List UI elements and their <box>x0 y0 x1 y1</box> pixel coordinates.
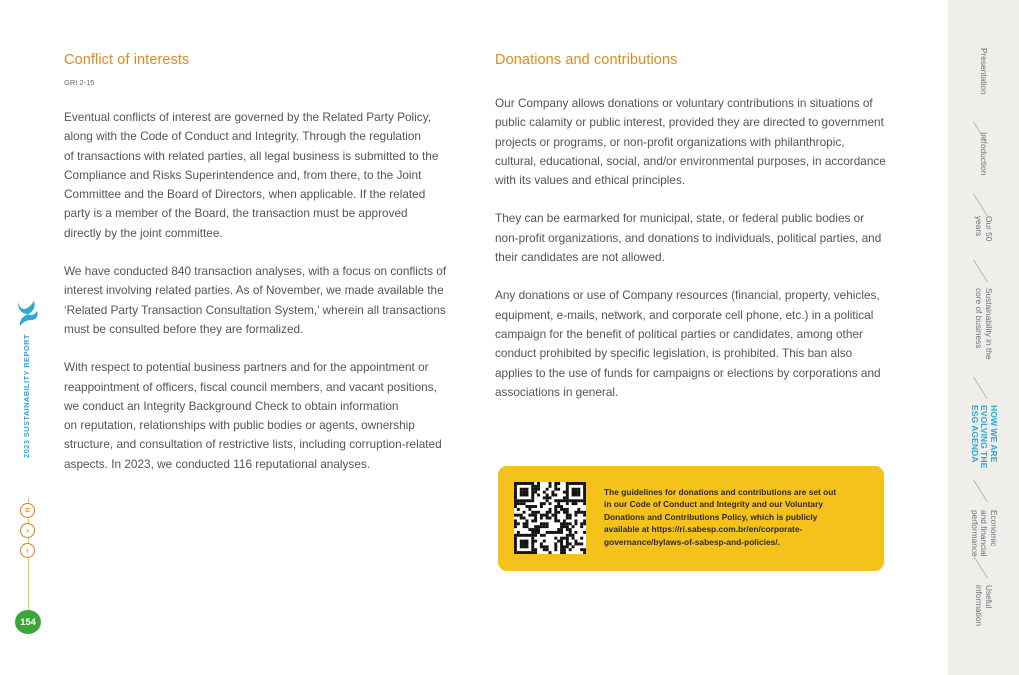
chevron-right-icon: › <box>26 525 29 535</box>
nav-item-our-50-years[interactable] <box>948 216 1019 256</box>
conflict-title: Conflict of interests <box>64 52 190 68</box>
sabesp-logo-icon <box>15 300 41 328</box>
section-navigation <box>948 0 1019 675</box>
nav-separator <box>973 260 988 283</box>
nav-item-introduction[interactable] <box>948 132 1019 192</box>
gri-reference: GRI 2-15 <box>64 78 95 87</box>
nav-item-esg-agenda[interactable] <box>948 405 1019 475</box>
nav-separator <box>973 480 988 503</box>
nav-separator <box>973 377 988 400</box>
next-page-button[interactable] <box>20 523 35 538</box>
donations-paragraph: They can be earmarked for municipal, state, or federal public bodies or non-profit organizations, and donations to individuals, political parties, and their candidates are not allowed. <box>495 211 882 265</box>
nav-item-label: Useful information <box>974 585 994 627</box>
qr-code[interactable] <box>514 482 586 554</box>
qr-code-icon <box>514 482 586 554</box>
chevron-left-icon: ‹ <box>26 545 29 555</box>
nav-item-label: Sustainability in the core of business <box>974 288 994 360</box>
donations-paragraph: Any donations or use of Company resources (financial, property, vehicles, equipment, e-mails, network, and corporate cell phone, etc.) in a political campaign for the benefit of political parties or candidates, among other conduct prohibited by specific legislation, is prohibited. This ban also applies to the use of funds for campaigns or elections by corporations and associations in general. <box>495 288 881 399</box>
report-label: 2023 SUSTAINABILITY REPORT <box>22 334 31 458</box>
prev-page-button[interactable] <box>20 543 35 558</box>
conflict-paragraph: Eventual conflicts of interest are governed by the Related Party Policy, along with the Code of Conduct and Integrity. Through the regulation of transactions with related parties, all legal business is submitted to the Compliance and Risks Superintendence and, from there, to the Joint Committee and the Board of Directors, when applicable. If the related party is a member of the Board, the transaction must be approved directly by the joint committee. <box>64 110 439 240</box>
conflict-paragraph: With respect to potential business partners and for the appointment or reappointment of officers, fiscal council members, and vacant positions, we conduct an Integrity Background Check to obtain information on reputation, relationships with public bodies or agents, ownership structure, and consultation of restrictive lists, including corruption-related aspects. In 2023, we conducted 116 reputational analyses. <box>64 360 442 471</box>
donations-paragraph: Our Company allows donations or voluntary contributions in situations of public calamity or public interest, provided they are directed to government projects or programs, or non-profit organizations with philanthropic, cultural, educational, social, and/or environmental purposes, in accordance with its values and ethical principles. <box>495 96 886 188</box>
nav-separator <box>973 194 988 217</box>
nav-item-economic-performance[interactable] <box>948 510 1019 580</box>
nav-item-presentation[interactable] <box>948 48 1019 108</box>
nav-item-label: Introduction <box>979 132 989 176</box>
nav-item-sustainability[interactable] <box>948 288 1019 368</box>
donations-section <box>495 52 913 402</box>
nav-item-useful-information[interactable] <box>948 585 1019 635</box>
callout-text: The guidelines for donations and contributions are set out in our Code of Conduct and Integrity and our Voluntary Donations and Contributions Policy, which is publicly available at https://ri.sabesp.com.br/en/corporate- governance/bylaws-of-sabesp-and-policies/. <box>604 487 837 547</box>
nav-item-label: Presentation <box>979 48 989 95</box>
nav-item-label: Our 50 years <box>974 216 994 242</box>
conflict-paragraph: We have conducted 840 transaction analyses, with a focus on conflicts of interest involving related parties. As of November, we made available the ‘Related Party Transaction Consultation System,’ wherein all transactions must be consulted before they are formalized. <box>64 264 447 336</box>
donations-title: Donations and contributions <box>495 52 678 68</box>
policy-callout-box <box>498 466 884 571</box>
menu-button[interactable] <box>20 503 35 518</box>
nav-item-label: HOW WE ARE EVOLVING THE ESG AGENDA <box>970 405 999 469</box>
nav-item-label: Economic and financial performance <box>970 510 999 557</box>
menu-icon: ≡ <box>24 505 31 515</box>
conflict-of-interests-section <box>64 52 479 474</box>
page-number-badge: 154 <box>15 610 41 634</box>
